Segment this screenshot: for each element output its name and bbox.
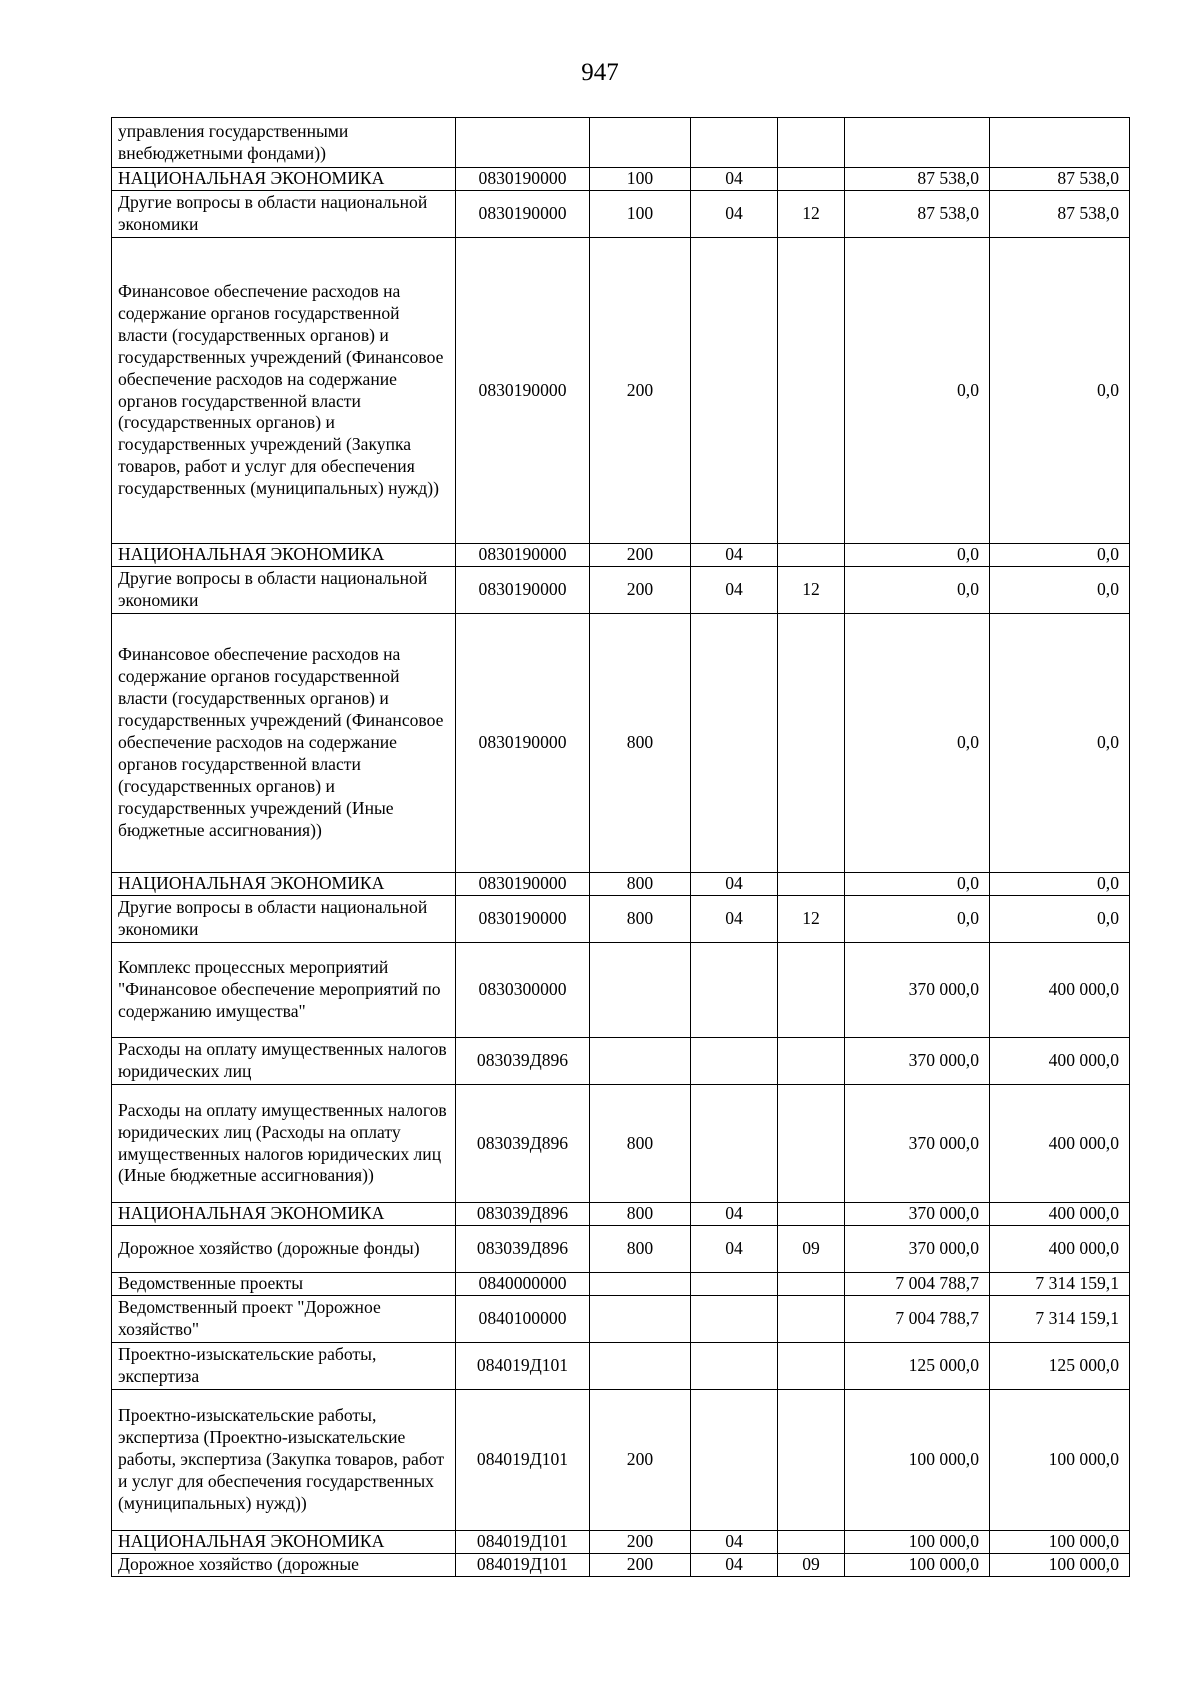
row-sum2: 7 314 159,1 (990, 1273, 1130, 1296)
row-name: Финансовое обеспечение расходов на содержание органов государственной власти (государственных органов) и государственных учреждений (Финансовое обеспечение расходов на содержание органов государственной власти (государственных органов) и государственных учреждений (Закупка товаров, работ и услуг для обеспечения государственных (муниципальных) нужд)) (112, 238, 456, 544)
row-sum2: 400 000,0 (990, 1226, 1130, 1273)
row-pr: 09 (778, 1226, 845, 1273)
row-sum2: 87 538,0 (990, 168, 1130, 191)
row-code: 0840100000 (456, 1296, 590, 1343)
row-vr: 800 (590, 1226, 691, 1273)
table-body (112, 118, 1130, 1577)
row-pr: 12 (778, 567, 845, 614)
row-pr (778, 1390, 845, 1531)
row-vr (590, 1343, 691, 1390)
row-code: 0830190000 (456, 238, 590, 544)
row-code: 0830190000 (456, 873, 590, 896)
row-name: НАЦИОНАЛЬНАЯ ЭКОНОМИКА (112, 1531, 456, 1554)
row-rz (691, 238, 778, 544)
row-pr (778, 544, 845, 567)
row-sum1: 87 538,0 (845, 191, 990, 238)
row-code: 084019Д101 (456, 1531, 590, 1554)
row-sum1: 100 000,0 (845, 1554, 990, 1577)
row-code: 0830190000 (456, 567, 590, 614)
row-name: Расходы на оплату имущественных налогов юридических лиц (112, 1038, 456, 1085)
row-code: 0830190000 (456, 614, 590, 873)
row-rz: 04 (691, 1203, 778, 1226)
row-vr: 200 (590, 1390, 691, 1531)
row-sum2: 87 538,0 (990, 191, 1130, 238)
row-sum1: 0,0 (845, 567, 990, 614)
row-rz (691, 943, 778, 1038)
row-pr (778, 1296, 845, 1343)
row-rz: 04 (691, 1226, 778, 1273)
row-sum2: 125 000,0 (990, 1343, 1130, 1390)
row-rz: 04 (691, 873, 778, 896)
row-pr (778, 1085, 845, 1203)
row-code: 084019Д101 (456, 1554, 590, 1577)
row-vr: 200 (590, 1554, 691, 1577)
row-pr (778, 1531, 845, 1554)
row-vr: 800 (590, 896, 691, 943)
row-sum2: 0,0 (990, 614, 1130, 873)
row-code: 0830190000 (456, 544, 590, 567)
row-code: 083039Д896 (456, 1226, 590, 1273)
row-sum2: 400 000,0 (990, 943, 1130, 1038)
row-rz (691, 1273, 778, 1296)
row-sum2: 400 000,0 (990, 1203, 1130, 1226)
row-sum2: 100 000,0 (990, 1554, 1130, 1577)
row-sum1: 0,0 (845, 238, 990, 544)
row-rz: 04 (691, 1554, 778, 1577)
row-code: 083039Д896 (456, 1038, 590, 1085)
row-vr: 800 (590, 1203, 691, 1226)
row-pr: 12 (778, 896, 845, 943)
row-pr (778, 1038, 845, 1085)
row-pr: 09 (778, 1554, 845, 1577)
row-pr (778, 118, 845, 168)
row-pr (778, 168, 845, 191)
row-sum1: 87 538,0 (845, 168, 990, 191)
row-vr: 800 (590, 614, 691, 873)
row-sum1: 100 000,0 (845, 1531, 990, 1554)
row-pr (778, 1343, 845, 1390)
row-pr (778, 943, 845, 1038)
row-name: Дорожное хозяйство (дорожные (112, 1554, 456, 1577)
row-rz: 04 (691, 544, 778, 567)
row-sum2: 100 000,0 (990, 1390, 1130, 1531)
row-name: Другие вопросы в области национальной экономики (112, 191, 456, 238)
row-vr: 100 (590, 191, 691, 238)
row-code: 084019Д101 (456, 1343, 590, 1390)
row-vr (590, 943, 691, 1038)
row-rz: 04 (691, 168, 778, 191)
row-name: Комплекс процессных мероприятий "Финансовое обеспечение мероприятий по содержанию имущества" (112, 943, 456, 1038)
row-vr: 200 (590, 544, 691, 567)
row-name: НАЦИОНАЛЬНАЯ ЭКОНОМИКА (112, 168, 456, 191)
row-sum1: 7 004 788,7 (845, 1273, 990, 1296)
row-pr (778, 238, 845, 544)
row-rz (691, 1038, 778, 1085)
row-sum1 (845, 118, 990, 168)
row-vr (590, 118, 691, 168)
row-rz (691, 118, 778, 168)
row-sum1: 7 004 788,7 (845, 1296, 990, 1343)
row-vr (590, 1273, 691, 1296)
row-name: Ведомственные проекты (112, 1273, 456, 1296)
row-name: Проектно-изыскательские работы, экспертиза (112, 1343, 456, 1390)
row-name: НАЦИОНАЛЬНАЯ ЭКОНОМИКА (112, 1203, 456, 1226)
budget-table (111, 117, 1130, 1577)
row-rz: 04 (691, 567, 778, 614)
row-sum2: 100 000,0 (990, 1531, 1130, 1554)
row-sum1: 370 000,0 (845, 943, 990, 1038)
row-rz: 04 (691, 896, 778, 943)
row-vr: 100 (590, 168, 691, 191)
row-code: 084019Д101 (456, 1390, 590, 1531)
row-sum1: 0,0 (845, 873, 990, 896)
row-sum1: 0,0 (845, 614, 990, 873)
row-vr: 200 (590, 1531, 691, 1554)
row-vr: 800 (590, 1085, 691, 1203)
row-sum2: 0,0 (990, 544, 1130, 567)
row-rz (691, 1390, 778, 1531)
row-code: 0830300000 (456, 943, 590, 1038)
row-vr: 800 (590, 873, 691, 896)
row-sum2: 0,0 (990, 896, 1130, 943)
row-sum2: 400 000,0 (990, 1085, 1130, 1203)
row-pr (778, 614, 845, 873)
row-name: Проектно-изыскательские работы, экспертиза (Проектно-изыскательские работы, экспертиза (Закупка товаров, работ и услуг для обеспечения государственных (муниципальных) нужд)) (112, 1390, 456, 1531)
row-pr (778, 1203, 845, 1226)
row-name: Другие вопросы в области национальной экономики (112, 896, 456, 943)
row-vr: 200 (590, 238, 691, 544)
row-name: Ведомственный проект "Дорожное хозяйство" (112, 1296, 456, 1343)
row-name: Другие вопросы в области национальной экономики (112, 567, 456, 614)
page-number: 947 (581, 59, 619, 86)
row-sum2: 0,0 (990, 873, 1130, 896)
row-code: 083039Д896 (456, 1085, 590, 1203)
row-sum1: 125 000,0 (845, 1343, 990, 1390)
row-code: 0840000000 (456, 1273, 590, 1296)
row-sum1: 370 000,0 (845, 1226, 990, 1273)
row-code: 083039Д896 (456, 1203, 590, 1226)
row-pr (778, 1273, 845, 1296)
row-vr: 200 (590, 567, 691, 614)
row-vr (590, 1038, 691, 1085)
row-rz (691, 1343, 778, 1390)
row-rz (691, 1296, 778, 1343)
row-name: Расходы на оплату имущественных налогов юридических лиц (Расходы на оплату имущественных налогов юридических лиц (Иные бюджетные ассигнования)) (112, 1085, 456, 1203)
row-rz: 04 (691, 1531, 778, 1554)
row-code: 0830190000 (456, 896, 590, 943)
row-sum1: 0,0 (845, 896, 990, 943)
row-name: управления государственными внебюджетными фондами)) (112, 118, 456, 168)
row-name: НАЦИОНАЛЬНАЯ ЭКОНОМИКА (112, 544, 456, 567)
row-rz (691, 614, 778, 873)
row-pr (778, 873, 845, 896)
row-sum2: 0,0 (990, 238, 1130, 544)
row-sum1: 370 000,0 (845, 1203, 990, 1226)
row-sum2: 7 314 159,1 (990, 1296, 1130, 1343)
row-name: Финансовое обеспечение расходов на содержание органов государственной власти (государственных органов) и государственных учреждений (Финансовое обеспечение расходов на содержание органов государственной власти (государственных органов) и государственных учреждений (Иные бюджетные ассигнования)) (112, 614, 456, 873)
row-name: НАЦИОНАЛЬНАЯ ЭКОНОМИКА (112, 873, 456, 896)
row-sum2: 400 000,0 (990, 1038, 1130, 1085)
row-code (456, 118, 590, 168)
row-code: 0830190000 (456, 168, 590, 191)
row-rz (691, 1085, 778, 1203)
row-rz: 04 (691, 191, 778, 238)
row-pr: 12 (778, 191, 845, 238)
row-name: Дорожное хозяйство (дорожные фонды) (112, 1226, 456, 1273)
row-vr (590, 1296, 691, 1343)
row-sum1: 370 000,0 (845, 1085, 990, 1203)
row-sum2: 0,0 (990, 567, 1130, 614)
row-sum1: 0,0 (845, 544, 990, 567)
row-code: 0830190000 (456, 191, 590, 238)
row-sum1: 100 000,0 (845, 1390, 990, 1531)
row-sum1: 370 000,0 (845, 1038, 990, 1085)
row-sum2 (990, 118, 1130, 168)
